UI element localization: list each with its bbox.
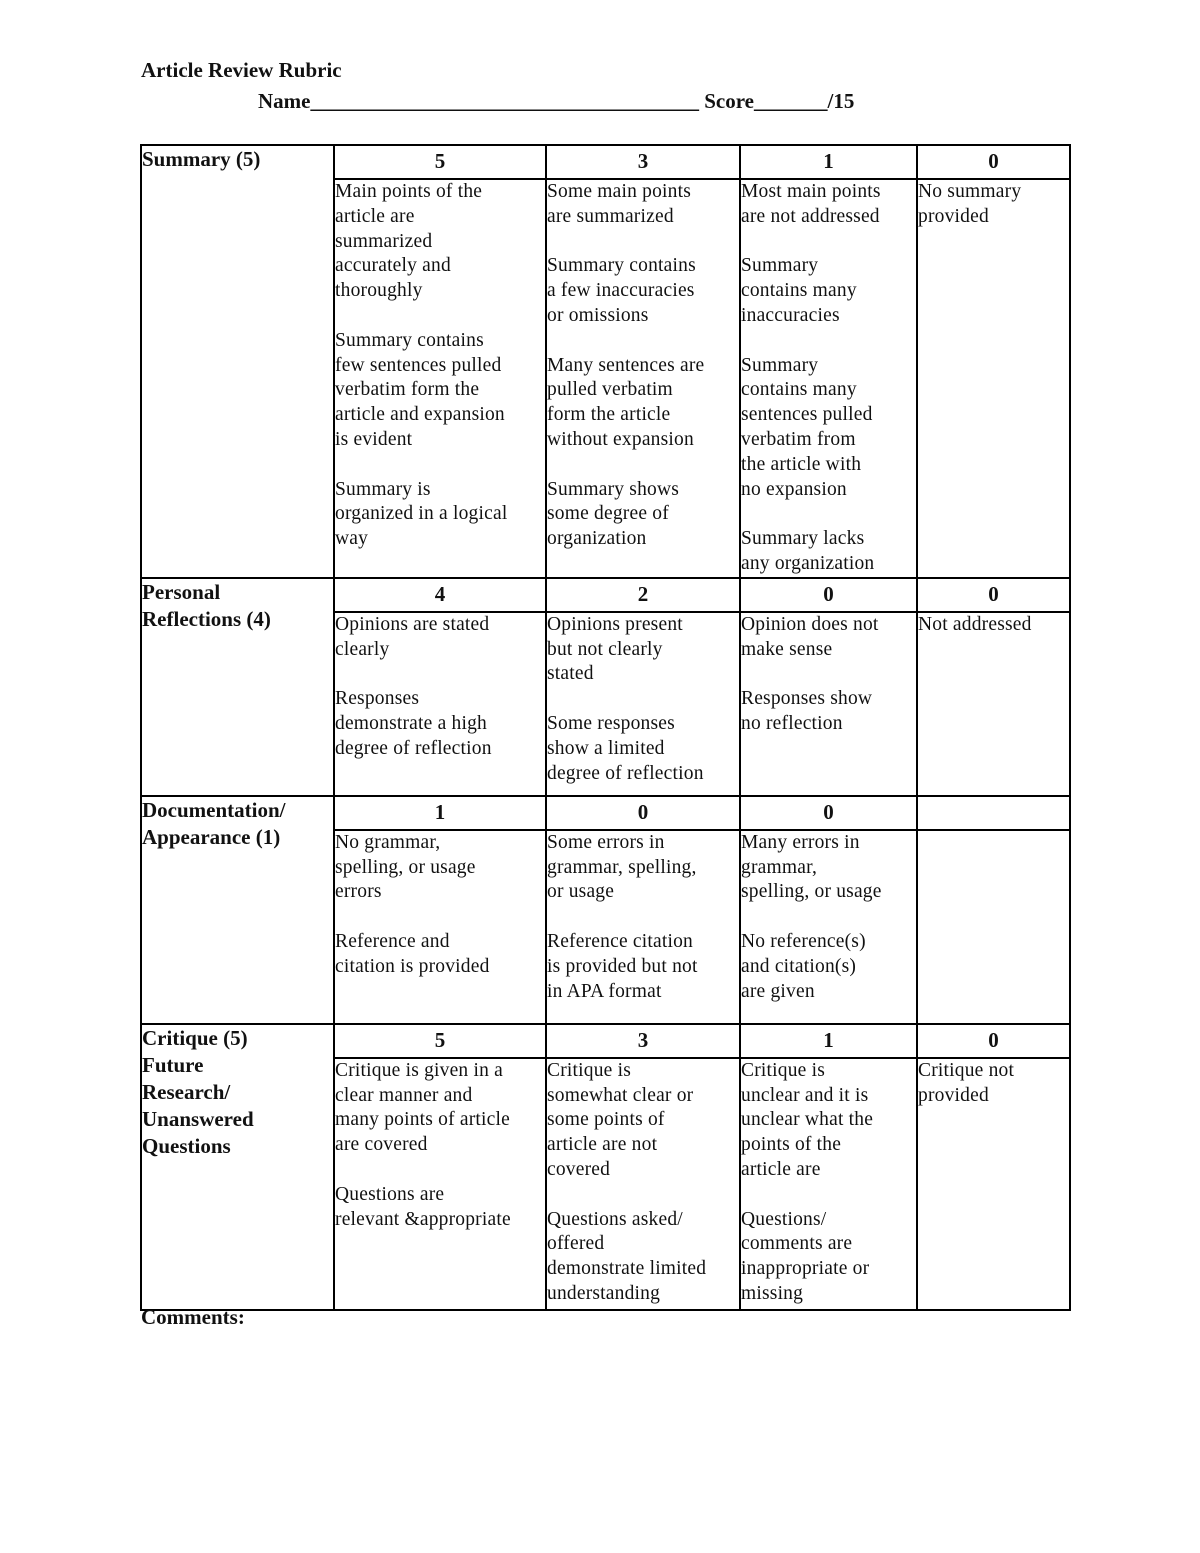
points-value: 1 [740,1024,917,1058]
description-spacer [335,662,545,687]
description-line: organization [547,528,647,550]
points-value: 0 [917,578,1070,612]
description-line: show a limited [547,737,665,759]
description-line: is provided but not [547,955,698,977]
description-line: article are [741,1158,821,1180]
points-value [917,796,1070,830]
criterion-cell [141,145,334,578]
description-line: Some errors in [547,831,665,853]
description-line: Summary [741,354,819,376]
rubric-points-row [141,578,1070,612]
description-spacer [741,1183,916,1208]
description-line: in APA format [547,980,662,1002]
description-line: Responses show [741,688,873,710]
rubric-points-row [141,1024,1070,1058]
description-line: or usage [547,881,615,903]
description-line: relevant &appropriate [335,1208,511,1230]
description-cell [334,612,546,796]
description-cell [546,830,740,1024]
description-line: No summary [918,181,1022,202]
criterion-cell [141,796,334,1024]
criterion-label: Appearance (1) [142,824,281,849]
description-line: Main points of the [335,181,483,202]
points-value: 0 [917,1024,1070,1058]
description-line: unclear and it is [741,1084,869,1106]
description-line: Many sentences are [547,354,705,376]
criterion-label: Personal [142,579,221,604]
description-line: and citation(s) [741,955,857,977]
description-line: thoroughly [335,280,423,302]
description-spacer [741,329,916,354]
description-line: inappropriate or [741,1258,870,1280]
description-line: sentences pulled [741,404,873,426]
description-line: No reference(s) [741,930,866,952]
description-line: Summary contains [335,329,484,351]
description-line: Responses [335,688,420,710]
description-line: Questions/ [741,1208,827,1230]
description-cell [917,830,1070,1024]
points-value: 0 [740,578,917,612]
description-line: are covered [335,1134,428,1156]
description-line: spelling, or usage [335,856,476,878]
description-line: grammar, spelling, [547,856,697,878]
description-line: form the article [547,404,671,426]
description-spacer [741,662,916,687]
description-cell [546,1058,740,1310]
points-value: 3 [546,1024,740,1058]
description-line: degree of reflection [547,762,704,784]
description-cell [740,1058,917,1310]
description-line: degree of reflection [335,737,492,759]
points-value: 1 [740,145,917,179]
description-line: no expansion [741,478,847,500]
description-line: Some main points [547,181,692,202]
description-line: Many errors in [741,831,860,853]
description-line: Summary is [335,478,431,500]
description-cell [334,1058,546,1310]
description-line: is evident [335,428,413,450]
points-value: 5 [334,1024,546,1058]
description-line: verbatim from [741,428,856,450]
criterion-label: Reflections (4) [142,606,271,631]
description-line: pulled verbatim [547,379,673,401]
rubric-points-row [141,145,1070,179]
description-line: without expansion [547,428,694,450]
rubric-table [140,144,1071,1311]
description-line: summarized [335,230,433,252]
description-line: article are not [547,1134,658,1156]
description-line: offered [547,1233,605,1255]
description-spacer [335,304,545,329]
description-line: Not addressed [918,613,1032,635]
points-value: 0 [740,796,917,830]
points-value: 4 [334,578,546,612]
description-line: contains many [741,379,857,401]
name-score-line: Name_____________________________________ Score_______/15 [258,89,855,113]
description-line: are given [741,980,815,1002]
description-line: article and expansion [335,404,505,426]
description-line: comments are [741,1233,853,1255]
description-cell [740,830,917,1024]
description-line: covered [547,1158,611,1180]
description-line: clear manner and [335,1084,473,1106]
description-cell [546,612,740,796]
description-line: are not addressed [741,205,880,227]
description-spacer [547,230,739,255]
description-cell [740,612,917,796]
description-line: the article with [741,453,862,475]
description-line: understanding [547,1282,661,1304]
description-line: contains many [741,280,857,302]
criterion-label: Future [142,1052,204,1077]
description-line: unclear what the [741,1109,874,1131]
description-cell [334,179,546,578]
criterion-label: Unanswered [142,1106,254,1131]
points-value: 1 [334,796,546,830]
description-spacer [335,453,545,478]
criterion-label: Summary (5) [142,147,261,171]
description-line: spelling, or usage [741,881,882,903]
description-cell [546,179,740,578]
description-line: or omissions [547,304,649,326]
description-line: provided [918,1084,989,1106]
description-line: Critique is given in a [335,1059,503,1081]
description-spacer [741,502,916,527]
description-line: no reflection [741,712,843,734]
description-cell [740,179,917,578]
description-line: missing [741,1282,804,1304]
description-line: inaccuracies [741,304,840,326]
description-line: Critique is [741,1059,825,1081]
document-title: Article Review Rubric [141,58,342,82]
description-line: few sentences pulled [335,354,502,376]
description-spacer [547,329,739,354]
description-line: article are [335,205,415,227]
description-spacer [741,905,916,930]
description-line: Critique not [918,1059,1015,1081]
description-line: Questions asked/ [547,1208,683,1230]
description-spacer [741,230,916,255]
description-cell [917,1058,1070,1310]
description-cell [334,830,546,1024]
description-line: demonstrate limited [547,1258,707,1280]
description-line: verbatim form the [335,379,480,401]
points-value: 5 [334,145,546,179]
description-spacer [335,1158,545,1183]
criterion-cell [141,1024,334,1310]
description-line: accurately and [335,255,451,277]
description-line: provided [918,205,989,227]
description-line: somewhat clear or [547,1084,694,1106]
description-line: Critique is [547,1059,631,1081]
description-line: Some responses [547,712,675,734]
description-line: Reference and [335,930,450,952]
description-line: Summary lacks [741,528,865,550]
criterion-label: Critique (5) [142,1025,248,1050]
description-spacer [547,687,739,712]
description-line: Summary [741,255,819,277]
description-line: Opinions present [547,613,683,635]
description-line: errors [335,881,382,903]
description-spacer [547,453,739,478]
description-line: but not clearly [547,638,663,660]
description-line: some degree of [547,503,669,525]
points-value: 3 [546,145,740,179]
description-spacer [547,905,739,930]
rubric-points-row [141,796,1070,830]
description-line: make sense [741,638,833,660]
description-line: some points of [547,1109,665,1131]
description-spacer [547,1183,739,1208]
description-line: grammar, [741,856,818,878]
description-line: many points of article [335,1109,510,1131]
description-cell [917,179,1070,578]
description-line: Opinion does not [741,613,879,635]
description-line: Reference citation [547,930,693,952]
criterion-cell [141,578,334,796]
description-line: Opinions are stated [335,613,490,635]
description-line: stated [547,663,594,685]
description-line: Summary shows [547,478,680,500]
description-cell [917,612,1070,796]
description-line: a few inaccuracies [547,280,695,302]
criterion-label: Research/ [142,1079,231,1104]
comments-label: Comments: [141,1305,245,1329]
description-line: any organization [741,552,875,574]
description-line: points of the [741,1134,842,1156]
description-spacer [335,905,545,930]
description-line: Most main points [741,181,881,202]
points-value: 2 [546,578,740,612]
description-line: demonstrate a high [335,712,487,734]
points-value: 0 [917,145,1070,179]
description-line: Questions are [335,1183,445,1205]
description-line: No grammar, [335,831,441,853]
criterion-label: Documentation/ [142,797,286,822]
description-line: Summary contains [547,255,696,277]
description-line: clearly [335,638,390,660]
description-line: citation is provided [335,955,490,977]
points-value: 0 [546,796,740,830]
description-line: way [335,528,369,550]
description-line: are summarized [547,205,674,227]
criterion-label: Questions [142,1133,231,1158]
description-line: organized in a logical [335,503,508,525]
